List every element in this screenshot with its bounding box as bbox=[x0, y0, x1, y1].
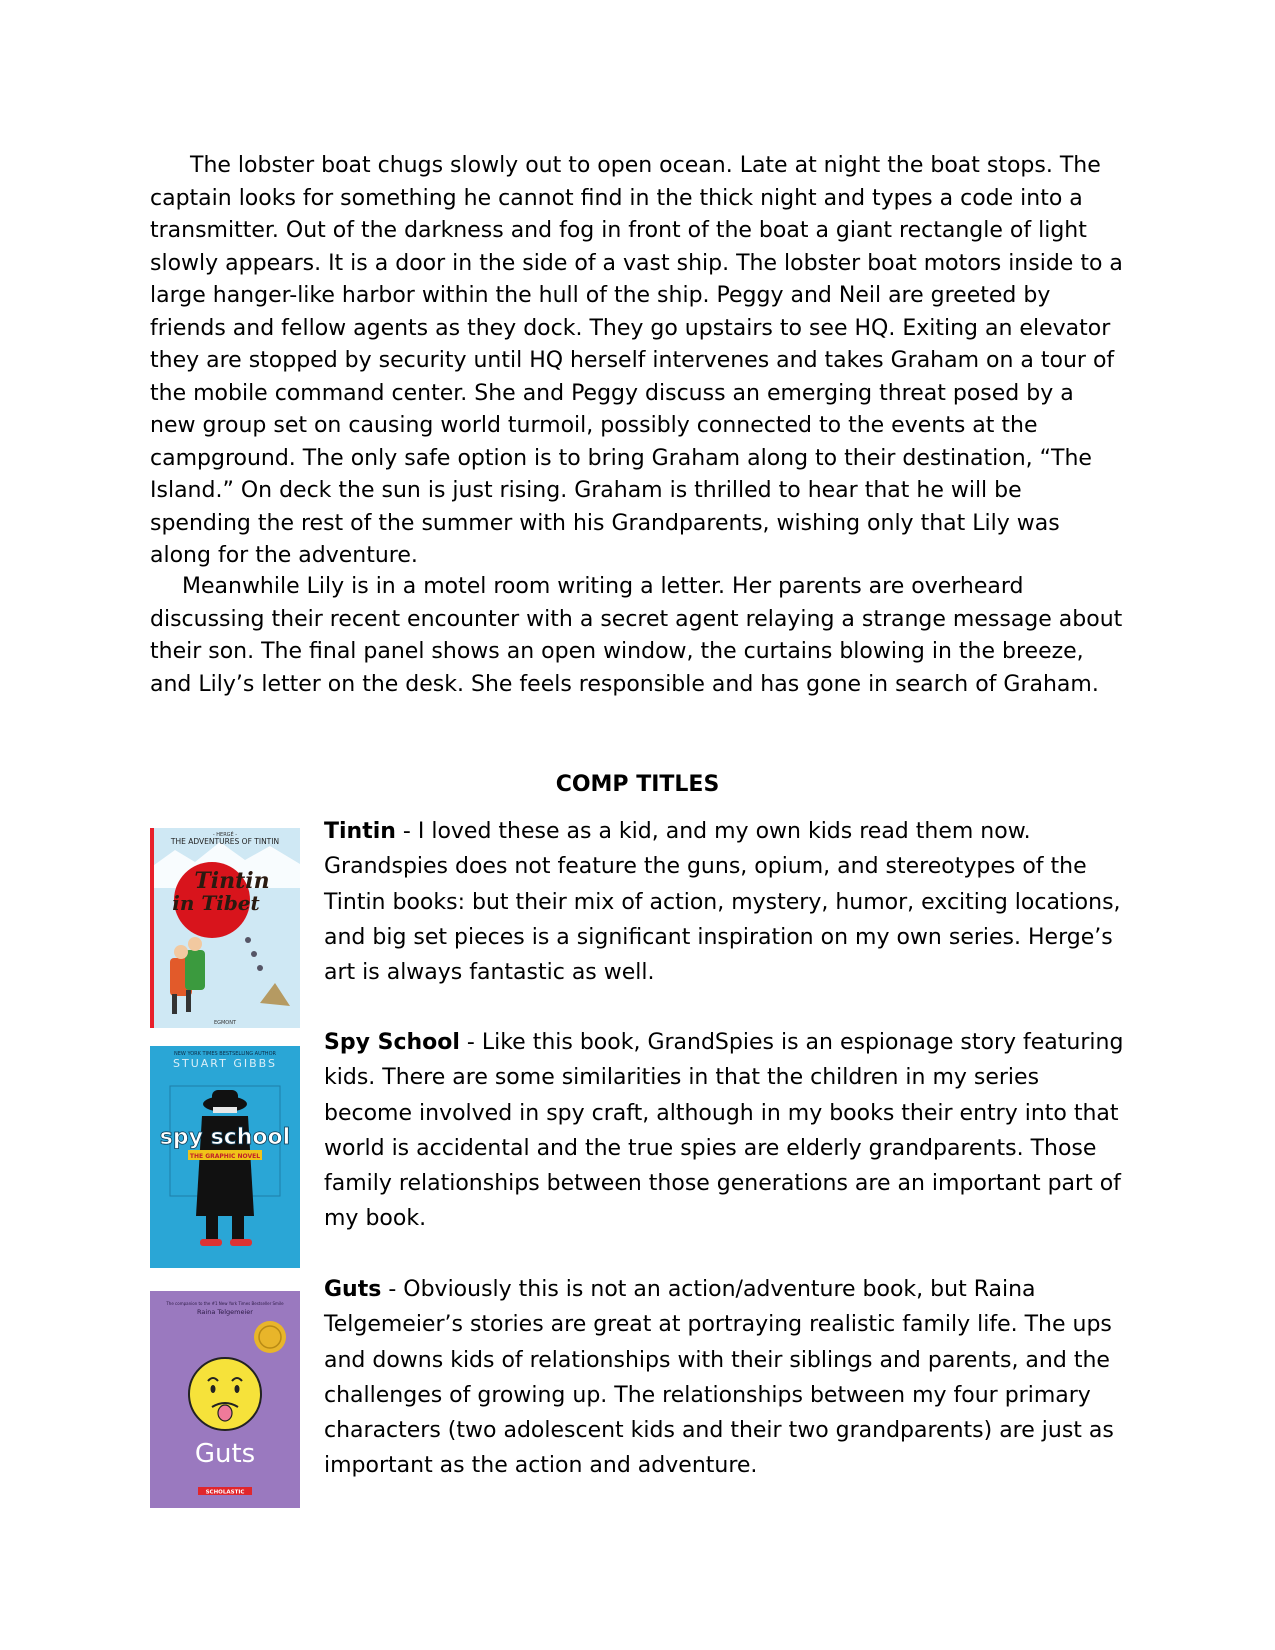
svg-text:Guts: Guts bbox=[194, 1439, 256, 1469]
svg-text:spy school: spy school bbox=[159, 1125, 291, 1150]
svg-text:Raina Telgemeier: Raina Telgemeier bbox=[197, 1308, 253, 1316]
summary-paragraph-2: Meanwhile Lily is in a motel room writing a letter. Her parents are overheard discussing their recent encounter with a secret agent relaying a strange message about their son. The final panel shows an open window, the curtains blowing in the breeze, and Lily’s letter on the desk. She feels responsible and has gone in search of Graham. bbox=[150, 574, 1123, 697]
svg-text:Tintin: Tintin bbox=[194, 868, 270, 894]
svg-text:SCHOLASTIC: SCHOLASTIC bbox=[205, 1489, 245, 1496]
summary-paragraph-1: The lobster boat chugs slowly out to open ocean. Late at night the boat stops. The captain looks for something he cannot find in the thick night and types a code into a transmitter. Out of the darkness and fog in front of the boat a giant rectangle of light slowly appears. It is a door in the side of a vast ship. The lobster boat motors inside to a large hanger-like harbor within the hull of the ship. Peggy and Neil are greeted by friends and fellow agents as they dock. They go upstairs to see HQ. Exiting an elevator they are stopped by security until HQ herself intervenes and takes Graham on a tour of the mobile command center. She and Peggy discuss an emerging threat posed by a new group set on causing world turmoil, possibly connected to the events at the campground. The only safe option is to bring Graham along to their destination, “The Island.” On deck the sun is just rising. Graham is thrilled to hear that he will be spending the rest of the summer with his Grandparents, wishing only that Lily was along for the adventure. bbox=[150, 153, 1123, 568]
svg-text:NEW YORK TIMES BESTSELLING AUT: NEW YORK TIMES BESTSELLING AUTHOR bbox=[174, 1051, 276, 1057]
comp-titles-heading: COMP TITLES bbox=[555, 772, 720, 797]
svg-text:THE ADVENTURES OF TINTIN: THE ADVENTURES OF TINTIN bbox=[170, 837, 280, 846]
guts-cover-image bbox=[150, 1291, 300, 1508]
comp-title-description: - I loved these as a kid, and my own kids read them now. Grandspies does not feature the guns, opium, and stereotypes of the Tintin books: but their mix of action, mystery, humor, exciting locations, and big set pieces is a significant inspiration on my own series. Herge’s art is always fantastic as well. bbox=[324, 819, 1121, 986]
spy-school-cover-image bbox=[150, 1046, 300, 1268]
comp-title-tintin bbox=[324, 814, 1134, 990]
svg-text:THE GRAPHIC NOVEL: THE GRAPHIC NOVEL bbox=[189, 1153, 261, 1160]
svg-text:The companion to the #1 New Yo: The companion to the #1 New York Times Bestseller Smile bbox=[166, 1301, 284, 1306]
tintin-cover-image bbox=[150, 828, 300, 1028]
svg-text:STUART GIBBS: STUART GIBBS bbox=[173, 1057, 277, 1070]
svg-text:- HERGÉ -: - HERGÉ - bbox=[212, 832, 238, 838]
comp-title-name: Tintin bbox=[324, 819, 396, 844]
svg-text:in Tibet: in Tibet bbox=[172, 891, 260, 915]
comp-title-description: - Like this book, GrandSpies is an espionage story featuring kids. There are some similarities in that the children in my series become involved in spy craft, although in my books their entry into that world is accidental and the true spies are elderly grandparents. Those family relationships between those generations are an important part of my book. bbox=[324, 1030, 1124, 1232]
svg-text:EGMONT: EGMONT bbox=[213, 1020, 237, 1026]
comp-title-name: Spy School bbox=[324, 1030, 460, 1055]
comp-title-guts bbox=[324, 1272, 1134, 1484]
comp-title-name: Guts bbox=[324, 1277, 382, 1302]
comp-title-description: - Obviously this is not an action/adventure book, but Raina Telgemeier’s stories are great at portraying realistic family life. The ups and downs kids of relationships with their siblings and parents, and the challenges of growing up. The relationships between my four primary characters (two adolescent kids and their two grandparents) are just as important as the action and adventure. bbox=[324, 1277, 1114, 1479]
comp-title-spy-school bbox=[324, 1025, 1134, 1237]
